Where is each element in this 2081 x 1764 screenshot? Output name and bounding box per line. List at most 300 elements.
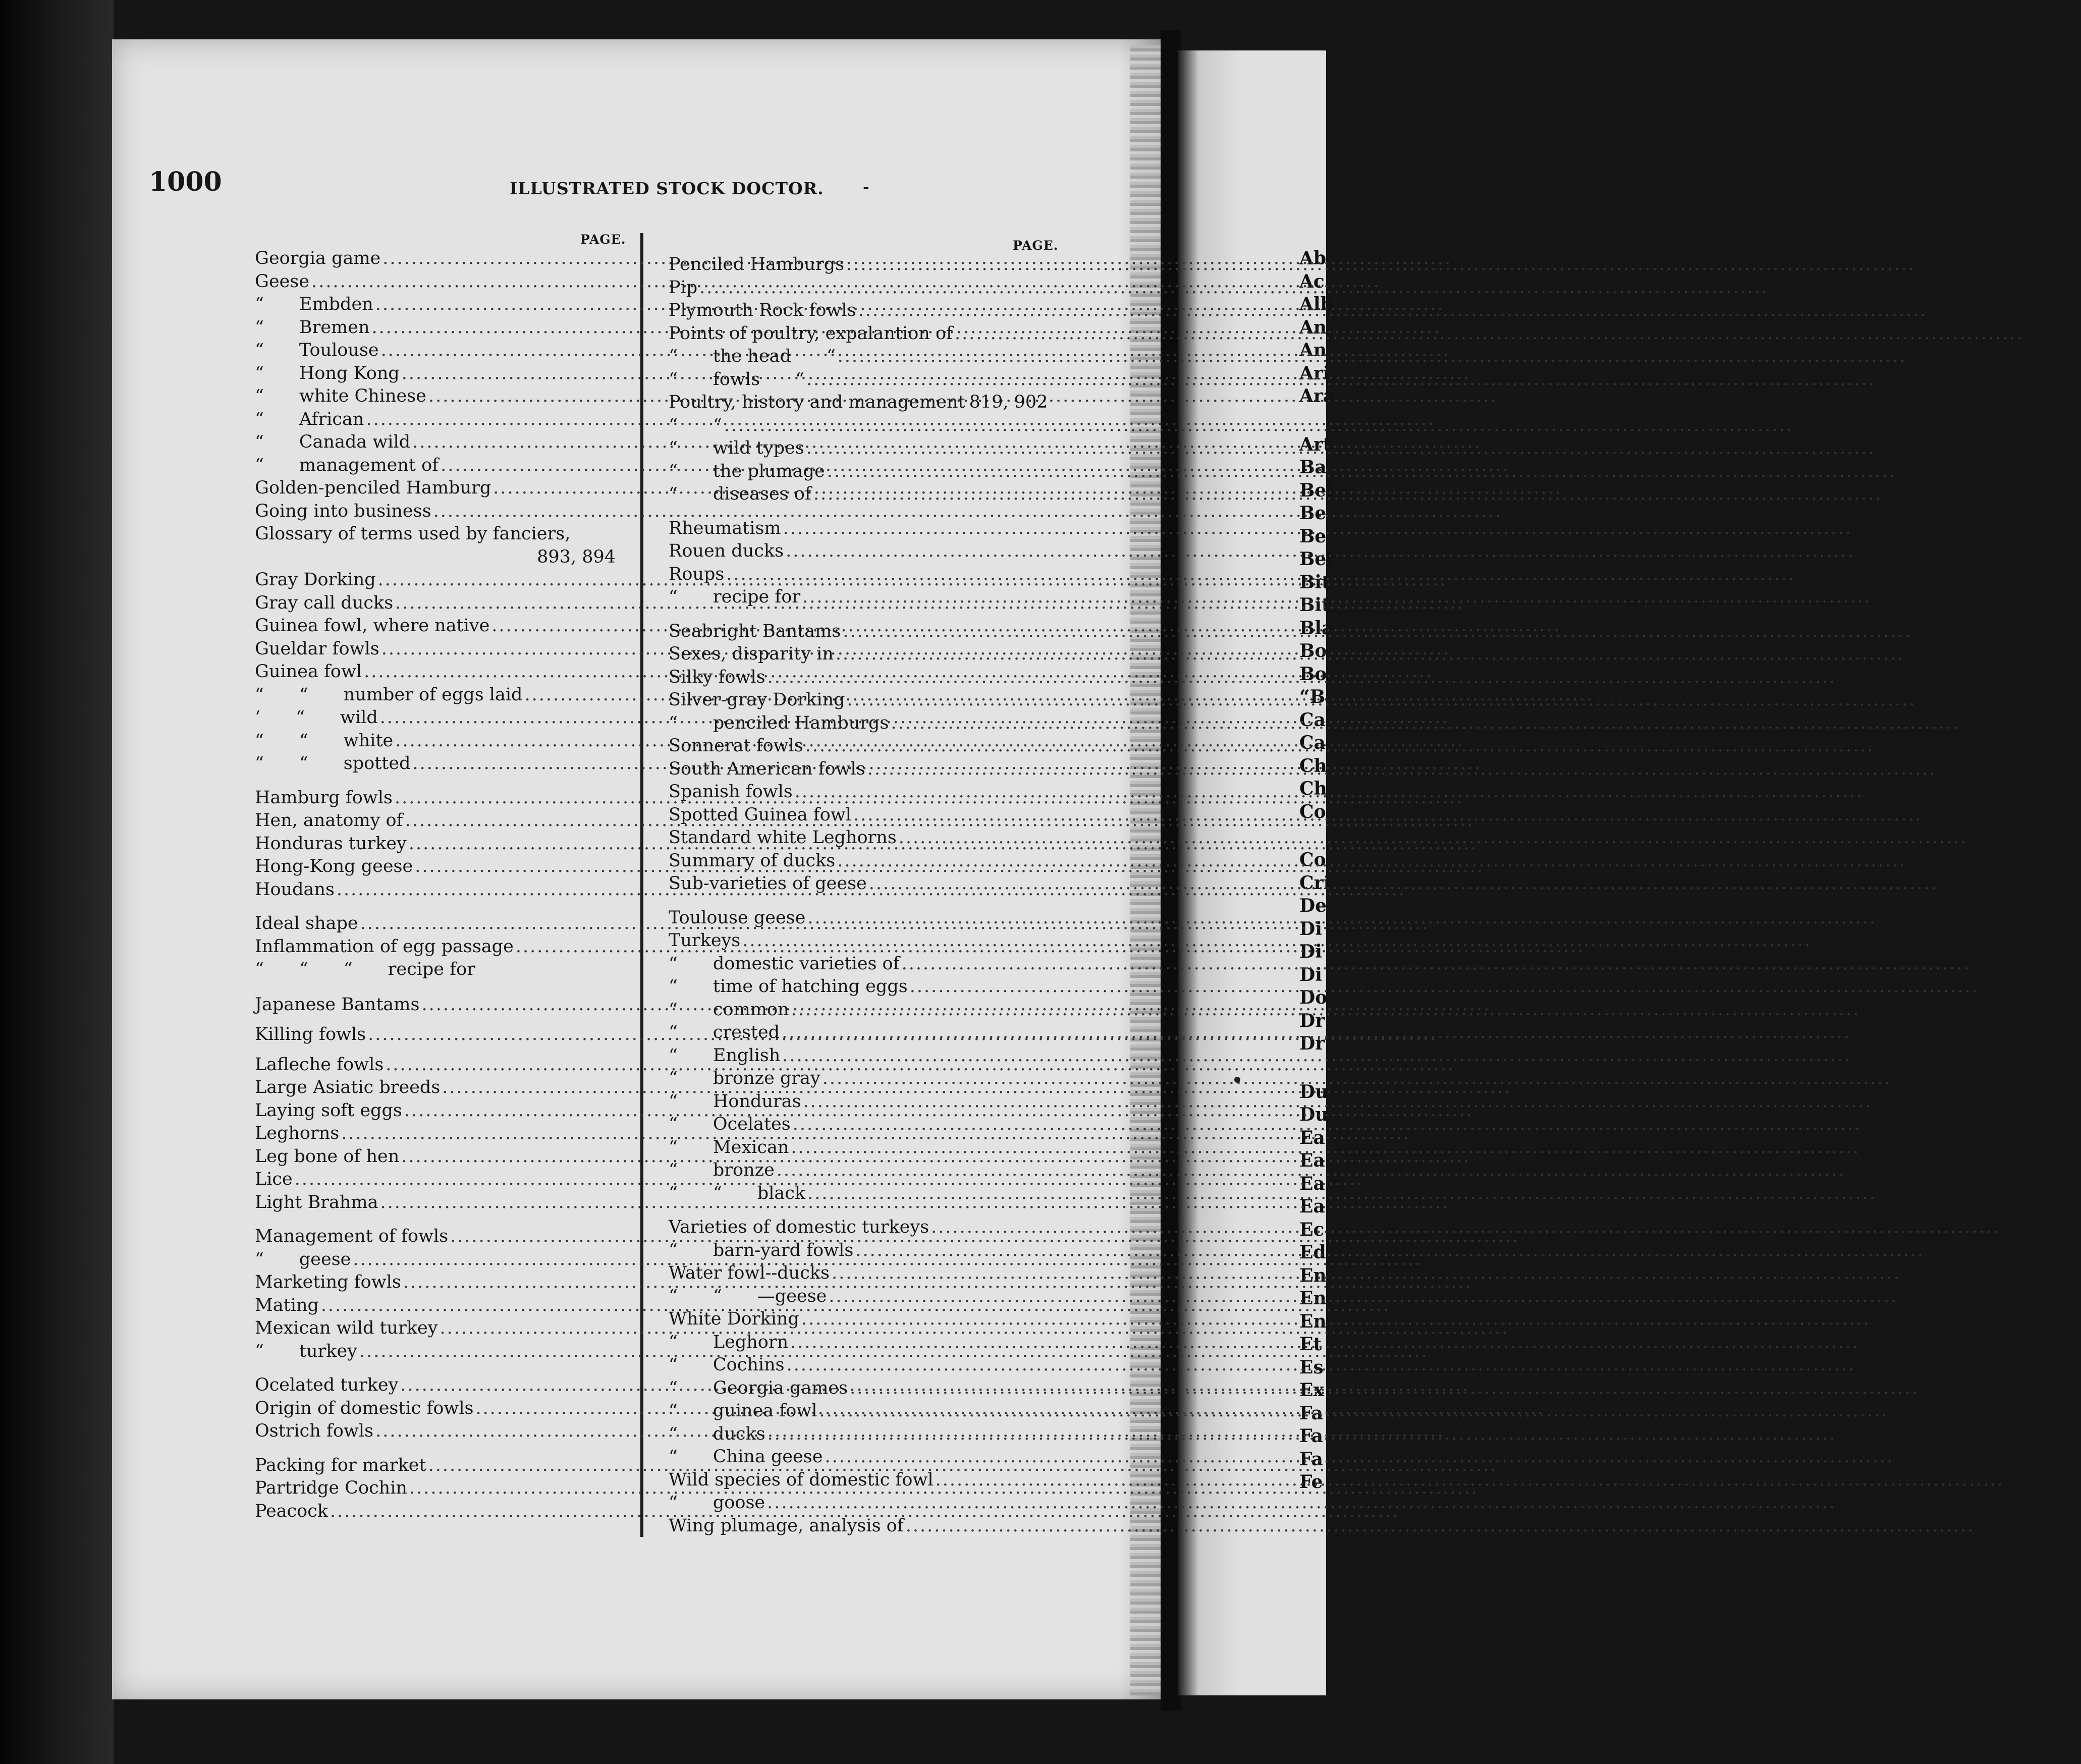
index-entry-page: 872 (1852, 1022, 1887, 1042)
index-entry-term: “ China geese (669, 1447, 823, 1467)
index-entry-page: 825 (1938, 758, 1973, 779)
index-entry-term: “ “ —geese (669, 1286, 827, 1306)
facing-page-letter: De (1299, 895, 1327, 916)
index-entry-term: “ Bremen (255, 317, 370, 338)
index-entry-page: 832 (1446, 1421, 1481, 1441)
index-entry-page: 872 (1424, 1249, 1458, 1270)
index-entry-term: ‘ “ wild (255, 707, 378, 728)
index-entry-term: Gueldar fowls (255, 638, 379, 659)
index-entry-page: 827 (1872, 1309, 1906, 1329)
index-entry-term: “ Cochins (669, 1355, 785, 1375)
index-entry-term: “ management of (255, 455, 439, 475)
index-entry-page: 845 (1857, 1355, 1892, 1375)
index-entry-page: 891 (1838, 1493, 1872, 1513)
facing-page-letter: Du (1299, 1081, 1329, 1102)
index-entry-page: 899 (1586, 936, 1621, 957)
facing-page-letter: En (1299, 1310, 1327, 1332)
index-entry-page: 898 (1476, 810, 1510, 831)
index-entry-page: 899 (1548, 959, 1582, 979)
index-entry-term: “ goose (669, 1493, 765, 1513)
facing-page-letter: Co (1299, 849, 1326, 870)
facing-page-letter: Ac (1299, 270, 1325, 292)
index-entry-term: Silky fowls (669, 667, 765, 687)
facing-page-letter: Fa (1299, 1448, 1323, 1470)
facing-page-letter: Ari (1299, 362, 1330, 384)
index-entry-term: Plymouth Rock fowls (669, 300, 856, 320)
index-entry-term: Summary of ducks (669, 850, 836, 871)
index-entry-term: Geese (255, 271, 310, 292)
dot-leader (838, 345, 1907, 367)
left-column-heading: PAGE. (580, 232, 626, 247)
index-entry-page: 875 (1847, 1160, 1882, 1180)
dot-leader (936, 1469, 2005, 1491)
index-entry-page: 872, 873 (1973, 953, 2052, 974)
index-entry-page: 822 (1563, 616, 1597, 636)
index-entry-term: Guinea fowl (255, 662, 362, 682)
index-entry-page: 875, 878 (1902, 1263, 1982, 1283)
index-entry-term: “ the head “ (669, 346, 836, 366)
index-entry-term: “ crested (669, 1022, 780, 1042)
index-entry-term: “ bronze (669, 1160, 775, 1180)
index-entry-page: 886 (1446, 294, 1481, 314)
facing-page-letter: Ch (1299, 755, 1327, 777)
index-entry-term: Rouen ducks (669, 541, 784, 561)
index-entry-page: 892 (1511, 455, 1546, 475)
index-entry-term: Georgia game (255, 248, 381, 268)
dot-leader (786, 540, 1855, 562)
facing-page-letter: Di (1299, 941, 1322, 962)
facing-page-letter: Bla (1299, 617, 1334, 639)
dot-leader (777, 1159, 1846, 1181)
index-entry-term: Points of poultry, expalantion of (669, 323, 953, 344)
index-entry-term: “ Ocelates (669, 1114, 791, 1134)
index-entry-page: 848 (1451, 1192, 1486, 1212)
facing-page-letter: Du (1299, 1104, 1329, 1125)
index-entry-term: “ Toulouse (255, 340, 379, 360)
dot-leader (724, 414, 1793, 436)
facing-page-letter: Ba (1299, 457, 1327, 478)
facing-page-letter: Cri (1299, 872, 1331, 894)
dot-leader (850, 1377, 1919, 1399)
index-entry-term: Seabright Bantams (669, 621, 841, 641)
dot-leader (802, 586, 1872, 608)
index-entry-term: Leghorns (255, 1123, 340, 1143)
dot-leader (806, 368, 1876, 391)
dot-leader (793, 1113, 1862, 1135)
index-entry-term: “ “ black (669, 1183, 806, 1203)
index-entry-term: Silver-gray Dorking (669, 690, 845, 710)
facing-page-letter: Di (1299, 918, 1322, 940)
index-entry-term: Going into business (255, 501, 431, 521)
facing-page-letter: An (1299, 316, 1327, 338)
facing-page-letter: Ab (1299, 248, 1327, 269)
facing-page-letter: Art (1299, 433, 1332, 455)
index-entry-term: “ penciled Hamburgs (669, 712, 889, 733)
facing-page-letter: Alb (1299, 294, 1333, 315)
index-entry-page: 899 (1873, 587, 1907, 607)
index-entry-term: “ Hong Kong (255, 363, 400, 383)
index-entry-page: 890 (1896, 1447, 1930, 1467)
index-entry-term: Packing for market (255, 1455, 426, 1475)
facing-page-letter: Es (1299, 1356, 1324, 1378)
index-entry-term: Japanese Bantams (255, 994, 420, 1015)
index-entry-page: 872, 873 (2002, 1217, 2081, 1237)
dot-leader (827, 460, 1896, 482)
index-entry-term: Honduras turkey (255, 833, 407, 854)
dot-leader (783, 517, 1852, 539)
index-entry-term: “ ducks (669, 1423, 765, 1444)
index-entry-term: “ common (669, 999, 789, 1020)
dot-leader (791, 999, 1860, 1021)
index-entry-page: 876 (1451, 707, 1485, 728)
index-entry (255, 408, 1471, 430)
dot-leader (787, 1354, 1856, 1376)
index-entry-term: “ Honduras (669, 1091, 801, 1112)
index-entry-page: 874 (1864, 1114, 1898, 1134)
facing-page-letter: Do (1299, 987, 1328, 1008)
index-entry-page: 872 (1981, 976, 2015, 997)
ink-mark: - (863, 179, 869, 196)
index-entry-page: 877 (1924, 804, 1958, 825)
index-entry-page: 887 (1452, 340, 1486, 360)
index-entry-page: 897, 902 (1884, 484, 1963, 504)
facing-page-letter: Bo (1299, 640, 1327, 662)
dot-leader (801, 1308, 1871, 1330)
index-entry-page: 849 (1452, 638, 1487, 659)
index-entry-page: 874 (1874, 1091, 1908, 1112)
index-entry-page: 856 (1493, 994, 1527, 1015)
dot-leader (829, 1285, 1898, 1307)
facing-page-letter: Ara (1299, 385, 1335, 407)
index-entry-term: “ the plumage (669, 461, 825, 481)
index-entry-page: 824 (2006, 1469, 2041, 1490)
facing-page-letter: An (1299, 340, 1327, 361)
index-entry-term: Ideal shape (255, 913, 358, 933)
index-entry-page: 883, 885 (1908, 850, 1987, 871)
index-entry-term: Partridge Cochin (255, 1478, 407, 1498)
index-entry-term: Standard white Leghorns (669, 828, 897, 848)
dot-leader (795, 778, 1864, 803)
dot-leader (807, 907, 1877, 929)
facing-page-letter: Bet (1299, 548, 1335, 570)
index-entry-term: Mexican wild turkey (255, 1318, 438, 1338)
index-entry-page: 877 (1890, 1401, 1925, 1421)
dot-leader (768, 1423, 1837, 1445)
index-entry-page: 886, 892 (1900, 1286, 1979, 1306)
dot-leader (853, 801, 1923, 826)
facing-page-letter: Fa (1299, 1425, 1323, 1447)
index-entry-page: 865 (1392, 1295, 1426, 1315)
index-entry-term: Turkeys (669, 930, 741, 951)
index-entry-term: South American fowls (669, 758, 865, 779)
index-entry-term: Mating (255, 1295, 319, 1315)
dot-leader (742, 929, 1812, 952)
index-entry-term: “ African (255, 409, 364, 429)
index-entry-page: 875 (1430, 1341, 1464, 1361)
dot-leader (891, 709, 1960, 734)
index-entry-term: Pip (669, 277, 698, 298)
index-entry-page: 886, 892 (1382, 271, 1461, 292)
facing-page-letter: Ec (1299, 1219, 1325, 1240)
index-entry-page: 845 (1480, 1478, 1514, 1498)
index-entry-term: Houdans (255, 879, 335, 900)
index-entry-term: Glossary of terms used by fanciers, (255, 524, 571, 544)
dot-leader (813, 483, 1883, 505)
dot-leader (910, 975, 1979, 998)
index-entry-term: Lice (255, 1169, 293, 1189)
index-entry-page: 881 (1466, 592, 1500, 613)
facing-page-letter: Co (1299, 801, 1326, 822)
index-entry-term: “ Mexican (669, 1137, 789, 1157)
index-entry-term: Varieties of domestic turkeys (669, 1217, 929, 1237)
index-entry-term: “ recipe for (669, 587, 801, 607)
index-entry-page: 866, 870 (1521, 1226, 1600, 1246)
dot-leader (902, 953, 1971, 975)
index-entry-page: 901 (1854, 518, 1888, 538)
dot-leader (847, 686, 1916, 711)
index-entry-page: 87 , 876 (1814, 930, 1887, 951)
dot-leader (823, 1067, 1892, 1089)
index-entry-page: 860, 862 (1977, 1515, 2056, 1536)
index-entry-term: Ostrich fowls (255, 1421, 374, 1441)
index-entry-page: 873 (1862, 999, 1896, 1020)
index-entry-page: 834 (1564, 478, 1598, 498)
scan-dark-margin (0, 0, 114, 1764)
facing-page-letter: Be (1299, 503, 1327, 524)
index-entry-page: 866 (1504, 501, 1539, 521)
index-entry-term: “ domestic varieties of (669, 953, 900, 974)
index-entry-term: “ barn-yard fowls (669, 1240, 854, 1260)
index-entry-term: Lafleche fowls (255, 1054, 384, 1075)
dot-leader (867, 755, 1937, 780)
index-entry-term: Leg bone of hen (255, 1146, 400, 1167)
index-entry-page: 874 (1471, 1375, 1506, 1395)
index-entry-term: “ “ “ recipe for (255, 959, 475, 979)
index-entry-page: 833 (1962, 712, 1996, 733)
facing-page-letter: Ex (1299, 1380, 1324, 1401)
index-entry-page: 887 (1879, 907, 1912, 928)
index-entry-page: 864 (1906, 644, 1941, 664)
index-entry-page: 891 (1483, 432, 1517, 452)
facing-page-letter: En (1299, 1288, 1327, 1309)
index-entry-page: 859, 860 (1908, 346, 1988, 366)
dot-leader (858, 299, 1928, 321)
index-entry-page: 836, 837 (1866, 782, 1945, 802)
index-entry-page: 855 (1914, 621, 1948, 641)
index-entry-page: 819, 902 (969, 392, 1048, 412)
index-entry-page: 876 (1596, 684, 1630, 705)
facing-page-letter: Di (1299, 964, 1322, 985)
index-entry-term: Guinea fowl, where native (255, 616, 490, 636)
index-entry-page: 888 (1472, 363, 1507, 383)
index-entry-term: Penciled Hamburgs (669, 254, 845, 274)
index-entry-page: 898 (1472, 1146, 1506, 1167)
index-entry-term: Spotted Guinea fowl (669, 804, 851, 825)
index-entry-page: 875 (1862, 1137, 1896, 1157)
facing-page-letter: Fe (1299, 1471, 1323, 1493)
index-entry-term: “ bronze gray (669, 1068, 820, 1088)
index-entry-page: 886 (1443, 317, 1477, 338)
index-entry-term: Gray call ducks (255, 592, 394, 613)
dot-leader (906, 1515, 1975, 1537)
index-entry-page: 839 (1457, 1054, 1491, 1075)
index-entry-page: 827, 857 (1927, 1240, 2005, 1260)
index-entry-page: 822, 826 (1877, 438, 1956, 458)
index-entry-term: “ Canada wild (255, 432, 411, 452)
index-entry-term: Golden-penciled Hamburg (255, 478, 491, 498)
dot-leader (846, 253, 1915, 275)
index-entry-page: 873 (1893, 1068, 1928, 1088)
index-entry-term: Roups (669, 564, 725, 584)
index-entry-term: Sub-varieties of geese (669, 873, 867, 894)
facing-page-letter: Ea (1299, 1150, 1325, 1171)
dot-leader (807, 1182, 1877, 1204)
dot-leader (955, 322, 2024, 345)
dot-leader (819, 1400, 1888, 1422)
facing-page-letter: Et (1299, 1334, 1322, 1355)
running-title: ILLUSTRATED STOCK DOCTOR. (510, 179, 824, 198)
index-entry-page: 861, 862 (1898, 461, 1977, 481)
facing-page-letter: Dr (1299, 1033, 1325, 1054)
facing-page-letter: Bit (1299, 594, 1330, 616)
dot-leader (782, 1021, 1851, 1043)
dot-leader (768, 663, 1837, 688)
index-entry-term: “ geese (255, 1249, 351, 1270)
index-entry-page: 888 (1486, 856, 1520, 876)
index-entry-page: 878, 879 (1856, 541, 1936, 561)
index-entry-page: 834 (1412, 1123, 1446, 1143)
index-entry-term: Peacock (255, 1501, 328, 1521)
index-entry-term: “ Leghorn (669, 1332, 789, 1352)
index-entry-page: 875 (1878, 1183, 1912, 1203)
index-entry-term: Gray Dorking (255, 570, 376, 590)
facing-page-letter: Bel (1299, 479, 1334, 501)
index-entry-term: “ fowls “ (669, 369, 804, 390)
dot-leader (790, 1331, 1859, 1353)
index-entry-page: 901 (1475, 1100, 1509, 1121)
dot-leader (899, 826, 1968, 849)
index-entry-term: “ turkey (255, 1341, 357, 1361)
index-entry-page: 837 (1969, 828, 2004, 848)
index-entry-page: 874 (1480, 833, 1514, 854)
index-entry-page: 902 (1365, 1169, 1400, 1189)
facing-page-letter: En (1299, 1264, 1327, 1286)
index-entry-term: White Dorking (669, 1309, 799, 1329)
dot-leader (931, 1216, 2000, 1238)
index-entry-page: 834 (1861, 1332, 1895, 1352)
facing-page-letter: Dr (1299, 1010, 1325, 1031)
index-entry-page: 868 (1439, 1024, 1473, 1044)
index-entry-page: 819, 826 (1547, 1398, 1626, 1418)
index-entry (669, 391, 1048, 413)
page-number: 1000 (149, 167, 222, 197)
index-entry-page: 876, 877 (1435, 662, 1514, 682)
index-entry-term: Poultry, history and management (669, 392, 965, 412)
index-entry-term: “ wild types (669, 438, 804, 458)
index-entry-term: Wild species of domestic fowl (669, 1469, 934, 1490)
index-entry (669, 1515, 2056, 1537)
right-column-heading: PAGE. (1013, 238, 1059, 253)
index-entry-term: Spanish fowls (669, 782, 793, 802)
facing-page-letter: Be (1299, 525, 1327, 547)
index-entry-term: Hen, anatomy of (255, 810, 403, 831)
index-entry-term: Water fowl--ducks (669, 1263, 830, 1283)
index-entry-term: “ Embden (255, 294, 373, 314)
dot-leader (699, 277, 1769, 299)
index-entry-page: 854 (1921, 1377, 1955, 1398)
index-entry-page: 881 (1838, 1423, 1873, 1444)
index-entry-page: 899 (1797, 564, 1831, 584)
index-entry-term: “ Georgia games (669, 1377, 848, 1398)
index-entry (255, 546, 616, 568)
facing-page-letter: Ed (1299, 1242, 1326, 1263)
index-entry-page: 869 (1499, 1455, 1534, 1475)
index-entry-page: 877 (1401, 1501, 1435, 1521)
index-entry-term: “ “ (669, 415, 722, 435)
index-entry-page: 890 (1499, 386, 1534, 406)
facing-page-letter: Ca (1299, 732, 1326, 753)
index-entry-page: 877 (1466, 730, 1500, 751)
index-entry-page: 838 (1407, 879, 1442, 900)
index-entry-page: 855 (1454, 248, 1488, 268)
index-entry-term: Inflammation of egg passage (255, 936, 514, 957)
dot-leader (806, 437, 1876, 459)
index-entry-term: “ guinea fowl (669, 1401, 817, 1421)
facing-page-letter: Ea (1299, 1127, 1325, 1148)
dot-leader (832, 1262, 1901, 1284)
index-entry-term: Laying soft eggs (255, 1100, 402, 1121)
index-entry-term: “ “ white (255, 730, 394, 751)
index-entry-page: 823 (1449, 570, 1483, 590)
facing-page-letter: Ch (1299, 778, 1327, 799)
index-entry-term: Toulouse geese (669, 907, 806, 928)
index-entry-term: Origin of domestic fowls (255, 1398, 474, 1418)
index-entry (255, 523, 616, 545)
index-entry-term: “ “ number of eggs laid (255, 684, 523, 705)
index-entry-page: 801 (2025, 323, 2060, 344)
index-entry-term: Hong-Kong geese (255, 856, 413, 876)
index-entry-term: “ English (669, 1045, 781, 1066)
facing-page-letter: Ca (1299, 709, 1326, 731)
index-entry-term: Ocelated turkey (255, 1375, 399, 1395)
dot-leader (767, 1492, 1836, 1514)
dot-leader (855, 1239, 1925, 1261)
index-entry-page: 843 (1838, 667, 1873, 687)
index-entry-term: Sonnerat fowls (669, 736, 803, 756)
index-entry-page: 820 (1511, 1318, 1545, 1338)
index-entry-page: 841, 848 (1513, 1077, 1592, 1097)
index-entry-page: 822 (1940, 873, 1974, 894)
index-entry-term: Sexes, disparity in (669, 644, 834, 664)
dot-leader (803, 1090, 1873, 1113)
index-entry-term: Killing fowls (255, 1024, 366, 1044)
index-entry-page: 901 (1770, 277, 1804, 298)
index-entry-page: 863 (1431, 913, 1465, 933)
index-entry-page: 828 (1918, 690, 1952, 710)
index-entry-page: 831 (1929, 300, 1963, 320)
index-entry-term: Large Asiatic breeds (255, 1077, 441, 1097)
index-entry-page: 877 (1484, 753, 1518, 774)
index-entry-page: 824 (1876, 736, 1910, 756)
dot-leader (791, 1136, 1860, 1159)
dot-leader (843, 617, 1912, 642)
index-entry-term: Light Brahma (255, 1192, 378, 1212)
facing-page-letter: Bo (1299, 663, 1327, 685)
index-entry-term: Wing plumage, analysis of (669, 1515, 904, 1536)
dot-leader (805, 732, 1875, 757)
index-entry-page: 893, 894 (537, 546, 616, 567)
facing-page-letter: Ea (1299, 1196, 1325, 1217)
